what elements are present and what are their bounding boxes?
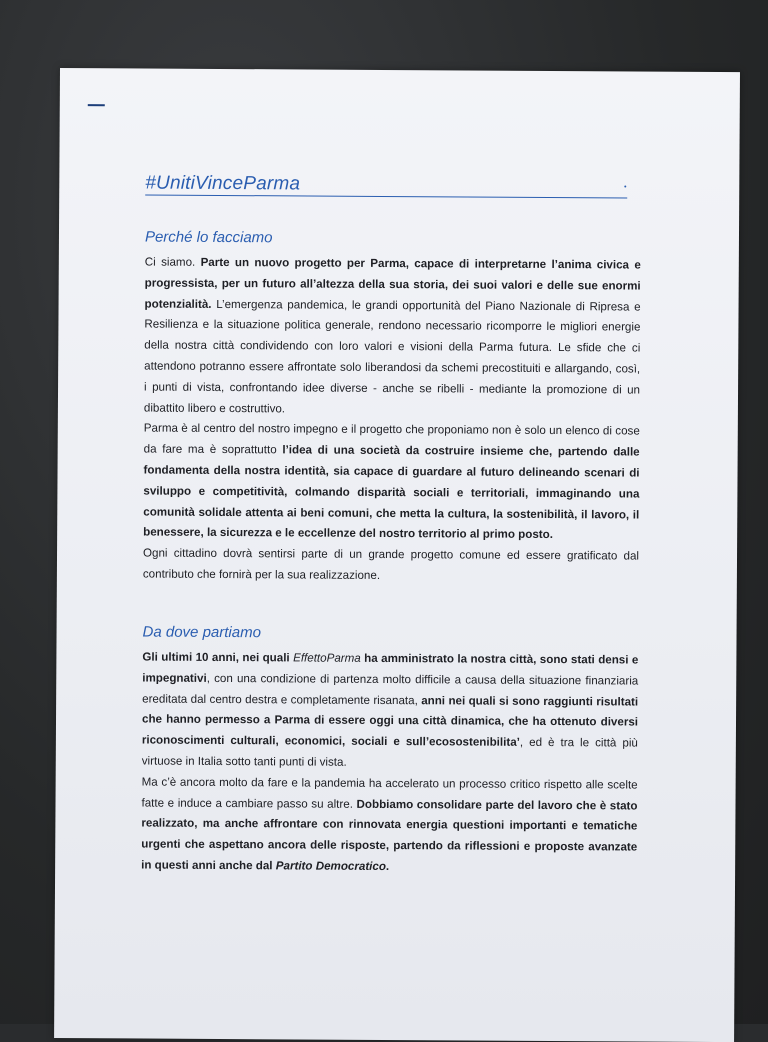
hashtag-title: #UnitiVinceParma: [145, 172, 301, 195]
paragraph: [142, 648, 639, 776]
section-heading-partiamo: Da dove partiamo: [142, 623, 262, 642]
text-segment: , con una condizione di partenza molto difficile a causa della situazione finanziaria ereditata dal centro destra e completamente risanata,: [142, 671, 639, 707]
text-segment: Ci siamo.: [144, 255, 201, 269]
text-segment: L’emergenza pandemica, le grandi opportunità del Piano Nazionale di Ripresa e Resilienza e la situazione politica generale, rendono necessario ricomporre le migliori energie della nostra città condividendo con loro valori e visioni della Parma futura. Le sfide che ci attendono potranno essere affrontate solo liberandosi da schemi precostituiti e allargando, così, i punti di vista, confrontando idee diverse - anche se ribelli - mediante la promozione di un dibattito libero e costruttivo.: [143, 297, 641, 415]
corner-mark: [88, 104, 105, 106]
paper-sheet: [54, 68, 740, 1042]
text-segment: l’idea di una società da costruire insieme che, partendo dalle fondamenta della nostra identità, sia capace di guardare al futuro delineando scenari di sviluppo e competitività, colmando disparità sociali e territoriali, immaginando una comunità solidale attenta ai beni comuni, che metta la cultura, la sostenibilità, il lavoro, il benessere, la sicurezza e le eccellenze del nostro territorio al primo posto.: [143, 443, 640, 542]
paragraph: [144, 253, 641, 422]
paragraph: [141, 772, 638, 879]
paragraph: [143, 419, 640, 547]
text-segment: EffettoParma: [293, 651, 361, 665]
text-segment: Parte un nuovo progetto per Parma, capace di interpretarne l’anima civica e progressista, per un futuro all’altezza della sua storia, dei suoi valori e delle sue enormi potenzialità.: [144, 255, 641, 311]
text-segment: .: [385, 859, 390, 873]
text-segment: ha amministrato la nostra città, sono stati densi e impegnativi: [142, 651, 639, 685]
text-segment: , ed è tra le città più virtuose in Italia sotto tanti punti di vista.: [141, 736, 638, 769]
section-heading-perche: Perché lo facciamo: [144, 228, 273, 247]
section-body-perche: [143, 253, 641, 589]
text-segment: Ogni cittadino dovrà sentirsi parte di un grande progetto comune ed essere gratificato dal contributo che fornirà per la sua realizzazione.: [142, 546, 640, 582]
text-segment: Ma c’è ancora molto da fare e la pandemia ha accelerato un processo critico rispetto alle scelte fatte e induce a cambiare passo su altre.: [141, 775, 638, 811]
paragraph: [143, 544, 639, 589]
underline-dot: [624, 185, 626, 187]
text-segment: anni nei quali si sono raggiunti risultati che hanno permesso a Parma di essere oggi una città dinamica, che ha ottenuto diversi riconoscimenti culturali, economici, sociali e sull’ecosostenibilita’: [141, 693, 639, 750]
text-segment: Gli ultimi 10 anni, nei quali: [142, 650, 294, 665]
text-segment: Partito Democratico: [275, 859, 386, 873]
text-segment: Dobbiamo consolidare parte del lavoro che è stato realizzato, ma anche affrontare con rinnovata energia questioni importanti e tematiche urgenti che aspettano ancora delle risposte, partendo da riflessioni e proposte avanzate in questi anni anche dal: [141, 797, 638, 873]
section-body-partiamo: [141, 648, 638, 880]
text-segment: Parma è al centro del nostro impegno e il progetto che proponiamo non è solo un elenco di cose da fare ma è soprattutto: [143, 421, 640, 457]
title-underline: [145, 195, 627, 199]
